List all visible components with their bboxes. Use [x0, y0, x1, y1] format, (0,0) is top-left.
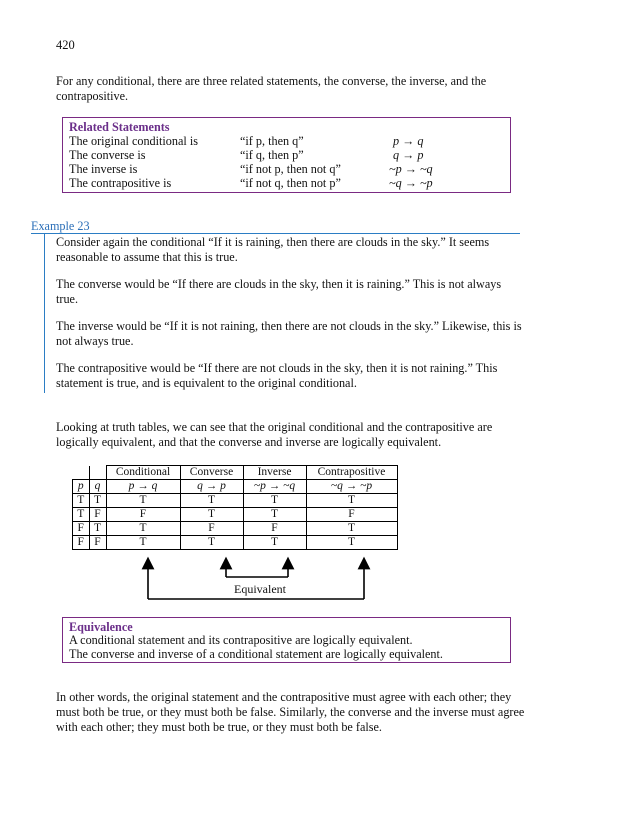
- table-cell: T: [106, 536, 180, 550]
- table-cell: T: [89, 494, 106, 508]
- related-words: “if q, then p”: [240, 148, 304, 162]
- related-label: The converse is: [69, 148, 146, 162]
- table-cell: T: [180, 508, 243, 522]
- table-cell: T: [306, 536, 397, 550]
- table-cell: F: [89, 536, 106, 550]
- table-cell: T: [180, 494, 243, 508]
- example-label: Example 23: [31, 219, 90, 233]
- example-paragraph: The inverse would be “If it is not raining, then there are not clouds in the sky.” Likewise, this is not always true.: [56, 319, 522, 348]
- table-cell: T: [306, 494, 397, 508]
- column-header: Converse: [180, 466, 243, 480]
- table-cell: T: [180, 536, 243, 550]
- related-statements-title: Related Statements: [69, 120, 170, 134]
- example-paragraph: Consider again the conditional “If it is raining, then there are clouds in the sky.” It seems reasonable to assume that this is true.: [56, 235, 490, 264]
- subheader-cell: p → q: [106, 480, 180, 494]
- subheader-cell: ~q → ~p: [306, 480, 397, 494]
- table-cell: T: [106, 522, 180, 536]
- table-cell: F: [73, 536, 90, 550]
- closing-paragraph: In other words, the original statement and the contrapositive must agree with each other; they must both be true, or they must both be false. Similarly, the converse and the inverse must agree with each other; they must both be true, or they must both be false.: [56, 690, 525, 734]
- column-header: Inverse: [243, 466, 306, 480]
- equivalence-box: [62, 617, 511, 663]
- table-cell: F: [306, 508, 397, 522]
- related-label: The original conditional is: [69, 134, 198, 148]
- table-cell: F: [73, 522, 90, 536]
- table-cell: F: [243, 522, 306, 536]
- table-cell: F: [180, 522, 243, 536]
- table-cell: T: [89, 522, 106, 536]
- table-cell: T: [73, 494, 90, 508]
- table-cell: T: [243, 494, 306, 508]
- table-cell: T: [243, 508, 306, 522]
- related-words: “if p, then q”: [240, 134, 304, 148]
- table-cell: T: [306, 522, 397, 536]
- related-symbol: q → p: [393, 148, 424, 162]
- subheader-cell: q: [89, 480, 106, 494]
- intro-paragraph: For any conditional, there are three related statements, the converse, the inverse, and the contrapositive.: [56, 74, 487, 103]
- equivalence-line: The converse and inverse of a conditional statement are logically equivalent.: [69, 647, 443, 661]
- subheader-cell: p: [73, 480, 90, 494]
- subheader-cell: ~p → ~q: [243, 480, 306, 494]
- equivalence-title: Equivalence: [69, 620, 133, 634]
- example-paragraph: The contrapositive would be “If there are not clouds in the sky, then it is not raining.” This statement is true, and is equivalent to the original conditional.: [56, 361, 498, 390]
- table-cell: T: [243, 536, 306, 550]
- page-number: 420: [56, 38, 75, 52]
- column-header: Conditional: [106, 466, 180, 480]
- example-paragraph: The converse would be “If there are clouds in the sky, then it is raining.” This is not always true.: [56, 277, 502, 306]
- truth-table-paragraph: Looking at truth tables, we can see that the original conditional and the contrapositive are logically equivalent, and that the converse and inverse are logically equivalent.: [56, 420, 493, 449]
- table-cell: F: [106, 508, 180, 522]
- related-symbol: ~p → ~q: [389, 162, 433, 176]
- subheader-cell: q → p: [180, 480, 243, 494]
- equivalence-line: A conditional statement and its contrapositive are logically equivalent.: [69, 633, 413, 647]
- related-symbol: ~q → ~p: [389, 176, 433, 190]
- equivalent-label: Equivalent: [234, 582, 286, 596]
- table-cell: T: [73, 508, 90, 522]
- related-label: The inverse is: [69, 162, 138, 176]
- table-cell: T: [106, 494, 180, 508]
- related-label: The contrapositive is: [69, 176, 172, 190]
- related-words: “if not q, then not p”: [240, 176, 341, 190]
- column-header: Contrapositive: [306, 466, 397, 480]
- table-cell: F: [89, 508, 106, 522]
- related-words: “if not p, then not q”: [240, 162, 341, 176]
- related-symbol: p → q: [393, 134, 424, 148]
